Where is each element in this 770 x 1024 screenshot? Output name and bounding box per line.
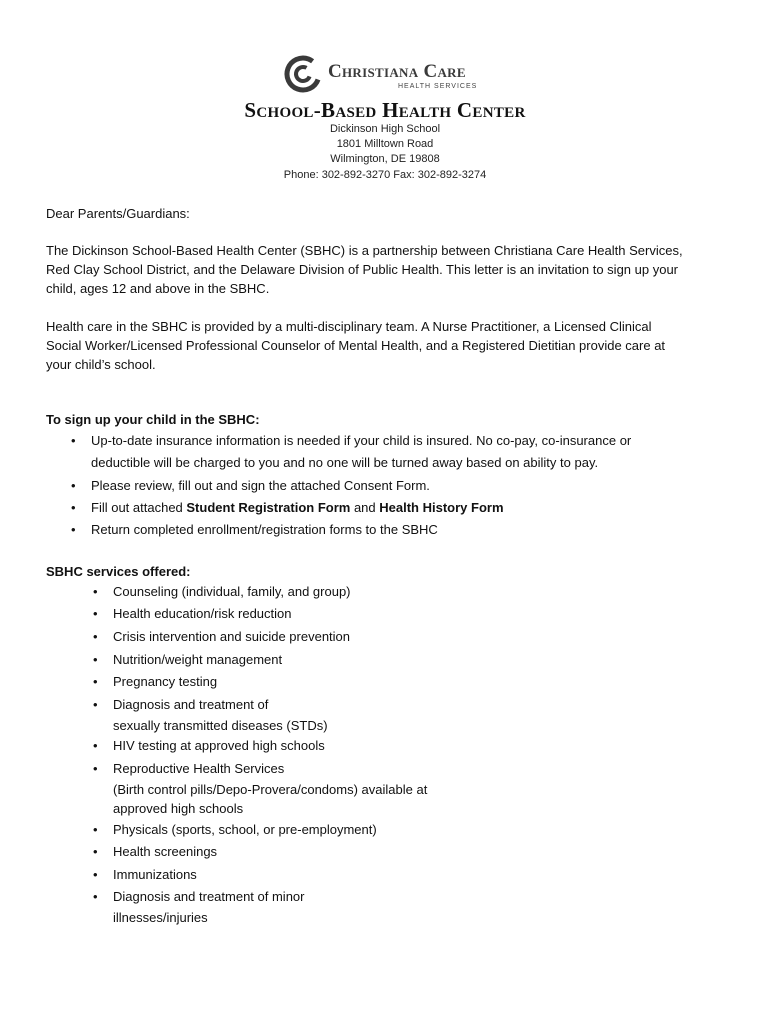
bullet: • [93, 822, 98, 837]
service-item: Diagnosis and treatment of [113, 697, 269, 712]
signup-item-3 [91, 498, 504, 517]
signup-item-2: Please review, fill out and sign the attached Consent Form. [91, 478, 430, 493]
health-history-form-label: Health History Form [379, 500, 504, 515]
signup-item-3-pre: Fill out attached [91, 500, 187, 515]
service-item: Nutrition/weight management [113, 652, 283, 667]
christiana-care-logo [284, 55, 478, 95]
paragraph-1-line-3: child, ages 12 and above in the SBHC. [46, 281, 270, 296]
bullet: • [71, 478, 76, 493]
service-item-continued: sexually transmitted diseases (STDs) [113, 718, 328, 733]
signup-item-1-line-1: Up-to-date insurance information is needed if your child is insured. No co-pay, co-insurance or [91, 433, 632, 448]
signup-item-1-line-2: deductible will be charged to you and no one will be turned away based on ability to pay. [91, 455, 599, 470]
greeting: Dear Parents/Guardians: [46, 206, 190, 221]
logo-subtitle: HEALTH SERVICES [398, 83, 478, 90]
phone-fax: Phone: 302-892-3270 Fax: 302-892-3274 [283, 169, 487, 181]
signup-item-4: Return completed enrollment/registration forms to the SBHC [91, 522, 438, 537]
bullet: • [93, 844, 98, 859]
bullet: • [93, 674, 98, 689]
page-title: School-Based Health Center [244, 98, 526, 122]
school-name: Dickinson High School [329, 123, 441, 135]
bullet: • [71, 522, 76, 537]
service-item: Physicals (sports, school, or pre-employment) [113, 822, 377, 837]
service-item-continued: approved high schools [113, 801, 244, 816]
service-item-continued: (Birth control pills/Depo-Provera/condoms) available at [113, 782, 428, 797]
bullet: • [93, 697, 98, 712]
service-item: Pregnancy testing [113, 674, 218, 689]
paragraph-1-line-2: Red Clay School District, and the Delaware Division of Public Health. This letter is an invitation to sign up your [46, 262, 679, 277]
paragraph-2-line-2: Social Worker/Licensed Professional Counselor of Mental Health, and a Registered Dietitian provide care at [46, 338, 666, 353]
services-heading: SBHC services offered: [46, 564, 191, 579]
student-registration-form-label: Student Registration Form [186, 500, 351, 515]
service-item: Health education/risk reduction [113, 606, 292, 621]
service-item: Diagnosis and treatment of minor [113, 889, 305, 904]
service-item: Counseling (individual, family, and group) [113, 584, 351, 599]
service-item-continued: illnesses/injuries [113, 910, 208, 925]
paragraph-2-line-1: Health care in the SBHC is provided by a multi-disciplinary team. A Nurse Practitioner, a Licensed Clinical [46, 319, 652, 334]
signup-heading: To sign up your child in the SBHC: [46, 412, 260, 427]
bullet: • [93, 738, 98, 753]
service-item: Health screenings [113, 844, 218, 859]
logo-name: Christiana Care [328, 61, 466, 82]
christiana-care-emblem-icon [284, 55, 324, 95]
signup-item-3-mid: and [350, 500, 380, 515]
bullet: • [93, 761, 98, 776]
service-item: Crisis intervention and suicide prevention [113, 629, 351, 644]
bullet: • [93, 889, 98, 904]
paragraph-2-line-3: your child’s school. [46, 357, 156, 372]
city-state-zip: Wilmington, DE 19808 [330, 153, 440, 165]
bullet: • [93, 867, 98, 882]
bullet: • [93, 606, 98, 621]
bullet: • [71, 433, 76, 448]
service-item: Reproductive Health Services [113, 761, 285, 776]
bullet: • [93, 629, 98, 644]
bullet: • [71, 500, 76, 515]
bullet: • [93, 652, 98, 667]
bullet: • [93, 584, 98, 599]
service-item: Immunizations [113, 867, 197, 882]
service-item: HIV testing at approved high schools [113, 738, 325, 753]
paragraph-1-line-1: The Dickinson School-Based Health Center (SBHC) is a partnership between Christiana Care Health Services, [46, 243, 683, 258]
street-address: 1801 Milltown Road [336, 138, 434, 150]
